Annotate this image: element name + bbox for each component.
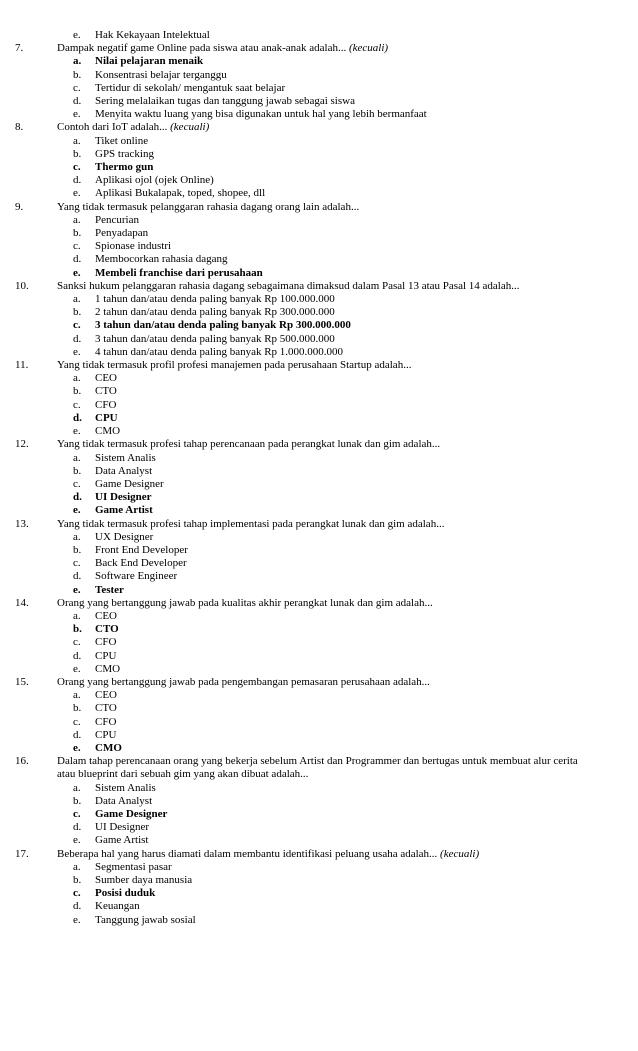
option-text: Thermo gun — [95, 161, 154, 174]
option-letter: b. — [73, 464, 82, 477]
option-letter: c. — [73, 240, 81, 253]
question-number: 10. — [15, 279, 29, 292]
option-9-b — [0, 227, 638, 240]
option-letter: e. — [73, 29, 81, 41]
option-7-b — [0, 69, 638, 82]
option-letter: d. — [73, 411, 82, 424]
question-text: Yang tidak termasuk profesi tahap implementasi pada perangkat lunak dan gim adalah... — [57, 517, 445, 530]
option-letter: a. — [73, 213, 81, 226]
option-letter: c. — [73, 161, 81, 174]
option-text: 3 tahun dan/atau denda paling banyak Rp 500.000.000 — [95, 332, 335, 345]
question-number: 9. — [15, 200, 24, 213]
question-text-wrapper — [57, 676, 585, 689]
option-letter: b. — [73, 543, 82, 556]
option-16-a — [0, 782, 638, 795]
option-10-c — [0, 319, 638, 332]
option-text: CMO — [95, 741, 122, 754]
option-letter: a. — [73, 55, 82, 68]
question-number: 11. — [15, 359, 29, 372]
question-number: 16. — [15, 755, 29, 768]
option-text: 3 tahun dan/atau denda paling banyak Rp 300.000.000 — [95, 319, 351, 332]
option-text: Tester — [95, 583, 124, 596]
question-11 — [0, 359, 638, 372]
option-9-d — [0, 253, 638, 266]
option-16-c — [0, 808, 638, 821]
option-letter: b. — [73, 68, 82, 81]
option-text: 1 tahun dan/atau denda paling banyak Rp 100.000.000 — [95, 293, 335, 306]
option-letter: e. — [73, 834, 81, 847]
option-letter: b. — [73, 874, 82, 886]
question-text: Yang tidak termasuk profesi tahap perencanaan pada perangkat lunak dan gim adalah... — [57, 438, 441, 451]
option-letter: b. — [73, 794, 82, 807]
option-letter: b. — [73, 385, 82, 398]
option-letter: e. — [73, 345, 81, 358]
option-13-d — [0, 570, 638, 583]
option-9-c — [0, 240, 638, 253]
option-text: CPU — [95, 728, 117, 741]
option-10-a — [0, 293, 638, 306]
question-8 — [0, 121, 638, 134]
option-letter: a. — [73, 689, 81, 702]
option-text: Front End Developer — [95, 543, 188, 556]
question-text-wrapper — [57, 848, 585, 861]
question-number: 8. — [15, 121, 24, 134]
option-text: Konsentrasi belajar terganggu — [95, 68, 227, 81]
option-8-d — [0, 174, 638, 187]
option-11-d — [0, 412, 638, 425]
option-letter: d. — [73, 570, 82, 583]
option-text: Game Artist — [95, 834, 149, 847]
option-10-b — [0, 306, 638, 319]
option-11-c — [0, 399, 638, 412]
option-17-d — [0, 900, 638, 913]
option-text: Game Artist — [95, 504, 153, 517]
option-text: Pencurian — [95, 213, 139, 226]
option-text: GPS tracking — [95, 147, 154, 160]
option-letter: e. — [73, 662, 81, 675]
option-top-e — [0, 29, 638, 42]
option-letter: e. — [73, 266, 81, 279]
option-letter: a. — [73, 451, 81, 464]
option-14-b — [0, 623, 638, 636]
question-9 — [0, 201, 638, 214]
option-text: CFO — [95, 715, 117, 728]
option-letter: b. — [73, 227, 82, 240]
option-text: CFO — [95, 636, 117, 649]
option-text: Sumber daya manusia — [95, 874, 193, 886]
question-number: 12. — [15, 438, 29, 451]
option-13-e — [0, 584, 638, 597]
option-16-d — [0, 821, 638, 834]
option-letter: d. — [73, 900, 82, 913]
option-text: Menyita waktu luang yang bisa digunakan untuk hal yang lebih bermanfaat — [95, 108, 427, 121]
question-14 — [0, 597, 638, 610]
question-12 — [0, 438, 638, 451]
question-text: Orang yang bertanggung jawab pada pengembangan pemasaran perusahaan adalah... — [57, 675, 430, 688]
option-text: Segmentasi pasar — [95, 860, 172, 873]
option-letter: c. — [73, 887, 81, 900]
option-text: CTO — [95, 385, 117, 398]
question-17 — [0, 848, 638, 861]
option-letter: a. — [73, 372, 81, 385]
option-text: Game Designer — [95, 807, 168, 820]
option-16-e — [0, 834, 638, 847]
option-text: CEO — [95, 609, 117, 622]
option-text: 2 tahun dan/atau denda paling banyak Rp 300.000.000 — [95, 306, 335, 319]
question-text-wrapper — [57, 597, 585, 610]
option-letter: d. — [73, 95, 82, 108]
option-letter: d. — [73, 332, 82, 345]
option-9-a — [0, 214, 638, 227]
option-text: Aplikasi Bukalapak, toped, shopee, dll — [95, 187, 266, 200]
option-14-d — [0, 650, 638, 663]
option-letter: c. — [73, 477, 81, 490]
option-letter: b. — [73, 306, 82, 319]
option-13-a — [0, 531, 638, 544]
option-text: Hak Kekayaan Intelektual — [95, 29, 210, 41]
option-text: Data Analyst — [95, 464, 153, 477]
question-number: 7. — [15, 42, 24, 55]
option-letter: e. — [73, 425, 81, 438]
option-letter: a. — [73, 781, 81, 794]
option-10-e — [0, 346, 638, 359]
option-11-e — [0, 425, 638, 438]
option-text: Keuangan — [95, 900, 140, 913]
option-letter: c. — [73, 557, 81, 570]
option-letter: e. — [73, 504, 81, 517]
question-text-wrapper — [57, 201, 585, 214]
option-8-c — [0, 161, 638, 174]
option-text: 4 tahun dan/atau denda paling banyak Rp 1.000.000.000 — [95, 345, 344, 358]
option-7-c — [0, 82, 638, 95]
question-10 — [0, 280, 638, 293]
option-letter: d. — [73, 174, 82, 187]
option-8-e — [0, 187, 638, 200]
option-letter: d. — [73, 821, 82, 834]
question-text-wrapper — [57, 42, 585, 55]
option-letter: e. — [73, 583, 81, 596]
option-15-d — [0, 729, 638, 742]
option-8-a — [0, 135, 638, 148]
option-letter: e. — [73, 187, 81, 200]
option-text: Nilai pelajaran menaik — [95, 55, 204, 68]
question-13 — [0, 518, 638, 531]
option-letter: e. — [73, 741, 81, 754]
option-text: CTO — [95, 702, 117, 715]
option-letter: c. — [73, 715, 81, 728]
option-letter: e. — [73, 108, 81, 121]
option-17-e — [0, 914, 638, 927]
option-17-a — [0, 861, 638, 874]
option-text: Spionase industri — [95, 240, 172, 253]
question-text: Contoh dari IoT adalah... — [57, 121, 168, 134]
option-text: UX Designer — [95, 530, 154, 543]
option-text: CTO — [95, 623, 119, 636]
option-11-b — [0, 385, 638, 398]
question-text: Beberapa hal yang harus diamati dalam membantu identifikasi peluang usaha adalah... — [57, 847, 438, 860]
option-letter: e. — [73, 913, 81, 926]
option-13-c — [0, 557, 638, 570]
option-15-b — [0, 702, 638, 715]
question-text-wrapper — [57, 755, 585, 781]
option-15-e — [0, 742, 638, 755]
option-letter: d. — [73, 728, 82, 741]
option-15-c — [0, 716, 638, 729]
option-12-c — [0, 478, 638, 491]
option-17-b — [0, 874, 638, 887]
question-number: 13. — [15, 517, 29, 530]
option-14-c — [0, 636, 638, 649]
option-text: Sistem Analis — [95, 451, 156, 464]
option-13-b — [0, 544, 638, 557]
option-letter: c. — [73, 398, 81, 411]
question-text-wrapper — [57, 438, 585, 451]
option-8-b — [0, 148, 638, 161]
option-12-e — [0, 504, 638, 517]
option-12-a — [0, 452, 638, 465]
option-letter: c. — [73, 81, 81, 94]
option-text: Membocorkan rahasia dagang — [95, 253, 228, 266]
option-letter: d. — [73, 649, 82, 662]
option-letter: a. — [73, 609, 81, 622]
option-letter: a. — [73, 530, 81, 543]
question-number: 15. — [15, 675, 29, 688]
option-letter: d. — [73, 491, 82, 504]
option-letter: c. — [73, 636, 81, 649]
question-exception-note: (kecuali) — [170, 121, 210, 134]
option-text: Penyadapan — [95, 227, 149, 240]
option-text: CMO — [95, 662, 121, 675]
option-text: Aplikasi ojol (ojek Online) — [95, 174, 214, 187]
option-letter: b. — [73, 623, 82, 636]
option-12-b — [0, 465, 638, 478]
question-16 — [0, 755, 638, 781]
option-text: CPU — [95, 411, 118, 424]
option-letter: c. — [73, 807, 81, 820]
option-text: CPU — [95, 649, 117, 662]
question-text-wrapper — [57, 359, 585, 372]
question-text: Yang tidak termasuk profil profesi manajemen pada perusahaan Startup adalah... — [57, 359, 412, 372]
question-7 — [0, 42, 638, 55]
option-text: Membeli franchise dari perusahaan — [95, 266, 263, 279]
question-text-wrapper — [57, 121, 585, 134]
option-text: UI Designer — [95, 821, 150, 834]
option-letter: a. — [73, 134, 81, 147]
option-7-d — [0, 95, 638, 108]
option-7-a — [0, 55, 638, 68]
option-text: Data Analyst — [95, 794, 153, 807]
option-letter: b. — [73, 147, 82, 160]
option-letter: a. — [73, 860, 81, 873]
option-letter: c. — [73, 319, 81, 332]
option-text: CMO — [95, 425, 121, 438]
question-text: Sanksi hukum pelanggaran rahasia dagang sebagaimana dimaksud dalam Pasal 13 atau Pasal 14 adalah... — [57, 279, 520, 292]
option-16-b — [0, 795, 638, 808]
option-text: UI Designer — [95, 491, 152, 504]
question-text: Dalam tahap perencanaan orang yang bekerja sebelum Artist dan Programmer dan bertugas untuk membuat alur cerita atau blueprint dari sebuah gim yang akan dibuat adalah... — [57, 755, 578, 781]
option-text: Tanggung jawab sosial — [95, 913, 196, 926]
question-exception-note: (kecuali) — [440, 847, 480, 860]
option-15-a — [0, 689, 638, 702]
option-text: CFO — [95, 398, 117, 411]
option-text: Software Engineer — [95, 570, 178, 583]
option-17-c — [0, 887, 638, 900]
option-14-a — [0, 610, 638, 623]
option-text: CEO — [95, 372, 117, 385]
option-letter: a. — [73, 293, 81, 306]
option-letter: b. — [73, 702, 82, 715]
question-list — [0, 42, 638, 927]
option-text: Tiket online — [95, 134, 149, 147]
option-11-a — [0, 372, 638, 385]
option-10-d — [0, 333, 638, 346]
option-text: CEO — [95, 689, 117, 702]
option-letter: d. — [73, 253, 82, 266]
question-text-wrapper — [57, 280, 585, 293]
question-text: Orang yang bertanggung jawab pada kualitas akhir perangkat lunak dan gim adalah... — [57, 596, 433, 609]
question-text: Dampak negatif game Online pada siswa atau anak-anak adalah... — [57, 42, 347, 55]
option-14-e — [0, 663, 638, 676]
question-exception-note: (kecuali) — [349, 42, 389, 55]
question-number: 17. — [15, 847, 29, 860]
option-text: Posisi duduk — [95, 887, 156, 900]
question-15 — [0, 676, 638, 689]
option-text: Back End Developer — [95, 557, 187, 570]
question-number: 14. — [15, 596, 29, 609]
option-7-e — [0, 108, 638, 121]
option-12-d — [0, 491, 638, 504]
option-text: Sistem Analis — [95, 781, 156, 794]
question-text-wrapper — [57, 518, 585, 531]
option-text: Tertidur di sekolah/ mengantuk saat belajar — [95, 81, 286, 94]
option-text: Sering melalaikan tugas dan tanggung jawab sebagai siswa — [95, 95, 355, 108]
question-text: Yang tidak termasuk pelanggaran rahasia dagang orang lain adalah... — [57, 200, 360, 213]
option-9-e — [0, 267, 638, 280]
option-text: Game Designer — [95, 477, 164, 490]
